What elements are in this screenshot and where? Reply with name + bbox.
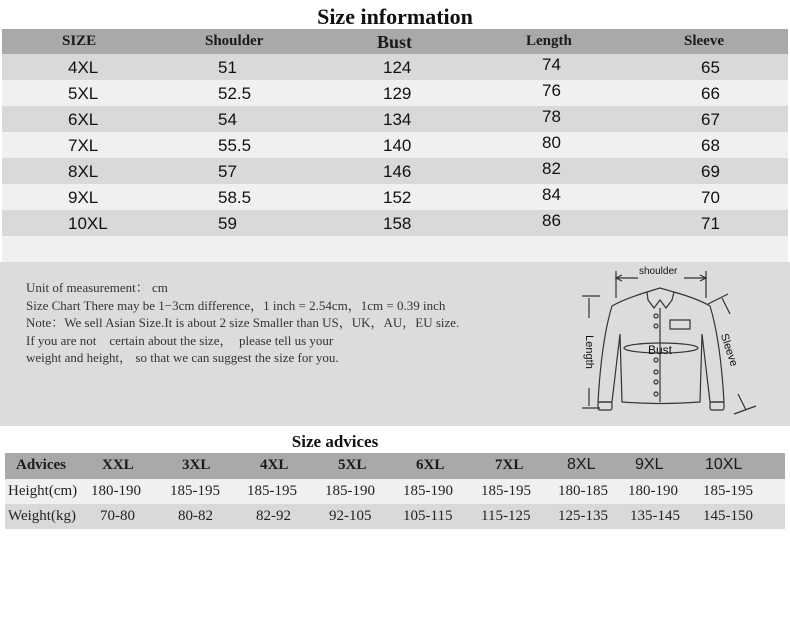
column-header-size: SIZE [62,33,97,49]
table-row [2,184,788,210]
measurement-notes [26,279,459,367]
bust-cell: 134 [383,110,412,129]
size-cell: 5XL [68,84,99,103]
height-cell: 185-195 [703,483,753,499]
advices-weight-row [5,504,785,529]
column-header-length: Length [526,33,572,49]
note-line-uncertain: If you are not certain about the size， please tell us your [26,332,334,348]
weight-cell: 135-145 [630,508,680,524]
sleeve-cell: 69 [701,162,720,181]
table-row [2,158,788,184]
advice-size-10xl: 10XL [705,456,743,473]
note-line-difference: Size Chart There may be 1−3cm difference，1 inch = 2.54cm，1cm = 0.39 inch [26,297,446,313]
size-cell: 4XL [68,58,99,77]
advices-header-label: Advices [16,457,66,473]
weight-cell: 70-80 [100,508,135,524]
length-cell: 78 [542,107,561,126]
column-header-shoulder: Shoulder [205,33,264,49]
shoulder-cell: 57 [218,162,237,181]
column-header-bust: Bust [377,32,413,52]
table-row-empty [2,236,788,262]
height-cell: 180-190 [91,483,141,499]
size-cell: 8XL [68,162,99,181]
length-cell: 84 [542,185,561,204]
sleeve-cell: 70 [701,188,720,207]
length-cell: 82 [542,159,561,178]
shirt-measurement-diagram [572,262,790,426]
column-header-sleeve: Sleeve [684,33,724,49]
table-row [2,80,788,106]
length-cell: 80 [542,133,561,152]
shirt-outline-icon [572,262,790,426]
size-cell: 9XL [68,188,99,207]
weight-cell: 105-115 [403,508,453,524]
height-cell: 185-190 [325,483,375,499]
size-advices-table [5,453,785,529]
size-information-table [2,29,788,262]
length-cell: 74 [542,55,561,74]
shoulder-cell: 52.5 [218,84,252,103]
size-cell: 7XL [68,136,99,155]
shoulder-cell: 51 [218,58,237,77]
height-cell: 185-195 [247,483,297,499]
advice-size-8xl: 8XL [567,456,596,473]
table-header-row [2,29,788,54]
shoulder-cell: 54 [218,110,237,129]
weight-cell: 92-105 [329,508,372,524]
shoulder-cell: 55.5 [218,136,252,155]
diagram-label-shoulder: shoulder [639,266,678,277]
advice-size-xxl: XXL [102,457,134,473]
note-line-asian-size: Note：We sell Asian Size.It is about 2 size Smaller than US，UK，AU，EU size. [26,315,460,330]
size-information-title: Size information [317,4,473,29]
measurement-note-panel [0,262,790,426]
advice-size-9xl: 9XL [635,456,664,473]
advices-height-row [5,479,785,504]
height-cell: 180-185 [558,483,608,499]
bust-cell: 129 [383,84,412,103]
sleeve-cell: 66 [701,84,720,103]
size-cell: 10XL [68,214,108,233]
sleeve-cell: 65 [701,58,720,77]
advice-size-4xl: 4XL [260,457,289,473]
table-row [2,106,788,132]
height-cell: 185-190 [403,483,453,499]
height-cell: 180-190 [628,483,678,499]
bust-cell: 146 [383,162,412,181]
advice-size-5xl: 5XL [338,457,367,473]
height-label: Height(cm) [8,483,78,499]
diagram-label-sleeve: Sleeve [717,332,740,368]
advices-header-row [5,453,785,479]
weight-label: Weight(kg) [8,508,76,524]
advice-size-6xl: 6XL [416,457,445,473]
note-line-unit: Unit of measurement： cm [26,280,168,295]
height-cell: 185-195 [170,483,220,499]
note-line-suggest: weight and height， so that we can suggest the size for you. [26,350,339,365]
advice-size-7xl: 7XL [495,457,524,473]
shoulder-cell: 58.5 [218,188,252,207]
length-cell: 86 [542,211,561,230]
sleeve-cell: 67 [701,110,720,129]
table-row [2,132,788,158]
advice-size-3xl: 3XL [182,457,211,473]
diagram-label-bust: Bust [648,343,673,357]
table-row [2,54,788,80]
weight-cell: 145-150 [703,508,753,524]
bust-cell: 140 [383,136,412,155]
bust-cell: 152 [383,188,412,207]
bust-cell: 158 [383,214,412,233]
height-cell: 185-195 [481,483,531,499]
weight-cell: 125-135 [558,508,608,524]
size-advices-title: Size advices [291,432,379,451]
sleeve-cell: 71 [701,214,720,233]
weight-cell: 82-92 [256,508,291,524]
bust-cell: 124 [383,58,412,77]
weight-cell: 80-82 [178,508,213,524]
diagram-label-length: Length [582,335,595,369]
length-cell: 76 [542,81,561,100]
table-row [2,210,788,236]
size-cell: 6XL [68,110,99,129]
shoulder-cell: 59 [218,214,237,233]
sleeve-cell: 68 [701,136,720,155]
weight-cell: 115-125 [481,508,531,524]
